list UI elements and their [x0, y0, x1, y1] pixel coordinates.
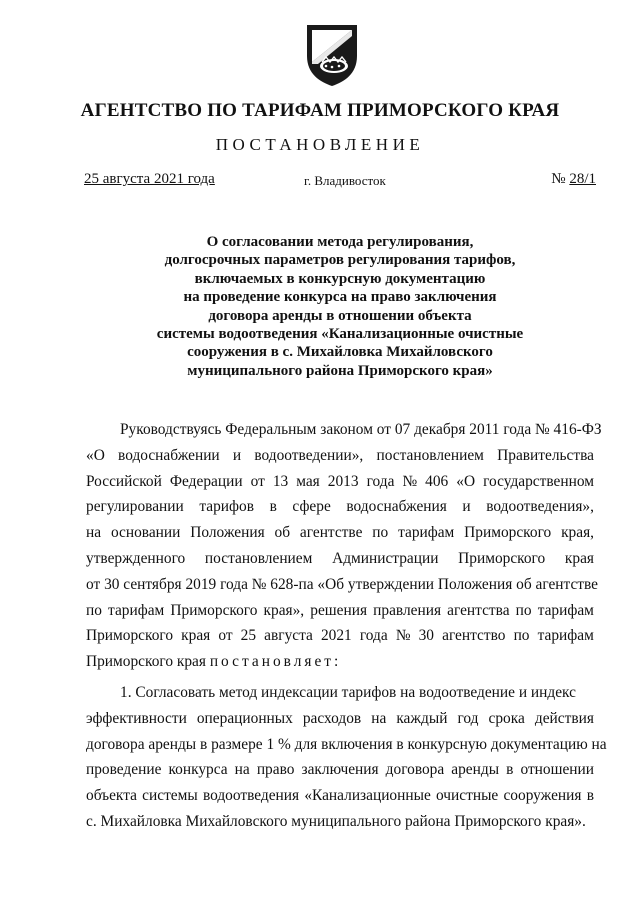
- word: утвержденного: [86, 549, 186, 567]
- word: расходов: [302, 709, 362, 727]
- word: об: [274, 524, 291, 542]
- text-line: [86, 649, 594, 675]
- title-line: долгосрочных параметров регулирования тарифов,: [164, 252, 516, 269]
- word: года: [359, 627, 388, 645]
- word: Российской: [86, 472, 162, 490]
- document-city: г. Владивосток: [304, 173, 386, 188]
- document-type: ПОСТАНОВЛЕНИЕ: [215, 135, 425, 154]
- word: год: [457, 709, 479, 727]
- word: от: [250, 472, 265, 490]
- word: Администрации: [332, 549, 439, 567]
- word: в: [586, 787, 594, 805]
- word: от: [218, 627, 233, 645]
- word: Приморского: [170, 601, 258, 619]
- word: по: [86, 601, 102, 619]
- word: в: [506, 761, 514, 779]
- text-line: [86, 546, 594, 572]
- word: 13: [272, 472, 289, 490]
- word: сооружения: [503, 787, 582, 805]
- word: аренды: [451, 761, 500, 779]
- word: 2013: [327, 472, 359, 490]
- text-fragment: Приморского края: [86, 653, 210, 671]
- word: водоснабжения: [346, 498, 447, 516]
- word: тарифам: [537, 601, 594, 619]
- word: Приморского: [464, 524, 552, 542]
- number-prefix: №: [551, 171, 570, 187]
- word: право: [256, 761, 295, 779]
- word: и: [232, 446, 242, 464]
- word: операционных: [196, 709, 293, 727]
- text-line: договора аренды в размере 1 % для включения в конкурсную документацию на: [86, 735, 607, 753]
- word: края,: [561, 524, 594, 542]
- word: правления: [373, 601, 442, 619]
- text-line: [86, 783, 594, 809]
- word: государственном: [483, 472, 594, 490]
- text-line: 1. Согласовать метод индексации тарифов на водоотведение и индекс: [120, 684, 576, 701]
- word: тарифам: [398, 524, 455, 542]
- word: «Канализационные: [304, 787, 431, 805]
- word: края: [564, 549, 594, 567]
- word: заключения: [301, 761, 379, 779]
- word: водоотведения: [202, 787, 300, 805]
- document-date: 25 августа 2021 года: [84, 171, 215, 187]
- word: агентстве: [299, 524, 363, 542]
- word: на: [371, 709, 387, 727]
- agency-title: АГЕНТСТВО ПО ТАРИФАМ ПРИМОРСКОГО КРАЯ: [80, 100, 560, 121]
- word: конкурса: [168, 761, 228, 779]
- word: решения: [310, 601, 368, 619]
- word: действия: [534, 709, 594, 727]
- word: эффективности: [86, 709, 187, 727]
- title-line: сооружения в с. Михайловка Михайловского: [187, 344, 493, 361]
- word: основании: [110, 524, 181, 542]
- title-line: системы водоотведения «Канализационные очистные: [156, 326, 524, 343]
- text-line: [86, 443, 594, 469]
- text-line: [86, 520, 594, 546]
- resolution-verb: постановляет:: [209, 653, 342, 671]
- word: года: [366, 472, 395, 490]
- word: по: [515, 601, 532, 619]
- word: 406: [425, 472, 449, 490]
- word: водоотведения»,: [486, 498, 594, 516]
- word: 25: [240, 627, 257, 645]
- title-line: включаемых в конкурсную документацию: [194, 270, 486, 287]
- word: Положения: [190, 524, 265, 542]
- word: мая: [296, 472, 320, 490]
- title-line: на проведение конкурса на право заключения: [183, 289, 497, 306]
- word: очистные: [436, 787, 499, 805]
- word: Приморского: [86, 627, 174, 645]
- word: 2021: [320, 627, 352, 645]
- word: «О: [456, 472, 476, 490]
- word: тарифам: [537, 627, 594, 645]
- word: №: [395, 627, 411, 645]
- text-line: [86, 706, 594, 732]
- word: Правительства: [497, 446, 594, 464]
- word: края»,: [263, 601, 305, 619]
- text-line: [86, 757, 594, 783]
- title-line: договора аренды в отношении объекта: [208, 307, 472, 324]
- word: агентства: [447, 601, 510, 619]
- word: на: [86, 524, 102, 542]
- word: №: [402, 472, 418, 490]
- coat-of-arms-icon: [304, 22, 360, 88]
- number-value: 28/1: [569, 171, 596, 187]
- text-line: с. Михайловка Михайловского муниципального района Приморского края».: [86, 812, 586, 830]
- text-line: [86, 494, 594, 520]
- word: объекта: [86, 787, 137, 805]
- paragraph-preamble: [86, 417, 602, 675]
- document-meta-row: [0, 171, 640, 193]
- word: срока: [488, 709, 525, 727]
- title-line: муниципального района Приморского края»: [187, 362, 493, 379]
- word: отношении: [520, 761, 594, 779]
- title-line: О согласовании метода регулирования,: [206, 234, 474, 250]
- word: на: [234, 761, 250, 779]
- word: сфере: [292, 498, 331, 516]
- text-line: Руководствуясь Федеральным законом от 07 декабря 2011 года № 416-ФЗ: [120, 421, 602, 438]
- word: проведение: [86, 761, 162, 779]
- word: Федерации: [169, 472, 243, 490]
- document-title: [120, 233, 560, 380]
- text-line: от 30 сентября 2019 года № 628-па «Об утверждении Положения об агентстве: [86, 575, 599, 593]
- word: 30: [418, 627, 434, 645]
- word: водоотведении»,: [254, 446, 364, 464]
- word: агентство: [442, 627, 506, 645]
- word: регулировании: [86, 498, 184, 516]
- word: края: [181, 627, 211, 645]
- word: в: [269, 498, 277, 516]
- word: постановлением: [376, 446, 484, 464]
- text-line: [86, 469, 594, 495]
- word: договора: [385, 761, 445, 779]
- word: «О: [86, 446, 105, 464]
- word: тарифам: [108, 601, 165, 619]
- paragraph-item-1: [86, 680, 607, 835]
- word: августа: [264, 627, 313, 645]
- word: постановлением: [204, 549, 313, 567]
- document-number: [551, 171, 596, 188]
- word: системы: [142, 787, 198, 805]
- text-line: [86, 598, 594, 624]
- word: и: [462, 498, 471, 516]
- word: водоснабжении: [118, 446, 220, 464]
- text-line: [86, 623, 594, 649]
- word: каждый: [396, 709, 448, 727]
- word: тарифов: [199, 498, 254, 516]
- word: Приморского: [458, 549, 546, 567]
- word: по: [372, 524, 389, 542]
- word: по: [513, 627, 530, 645]
